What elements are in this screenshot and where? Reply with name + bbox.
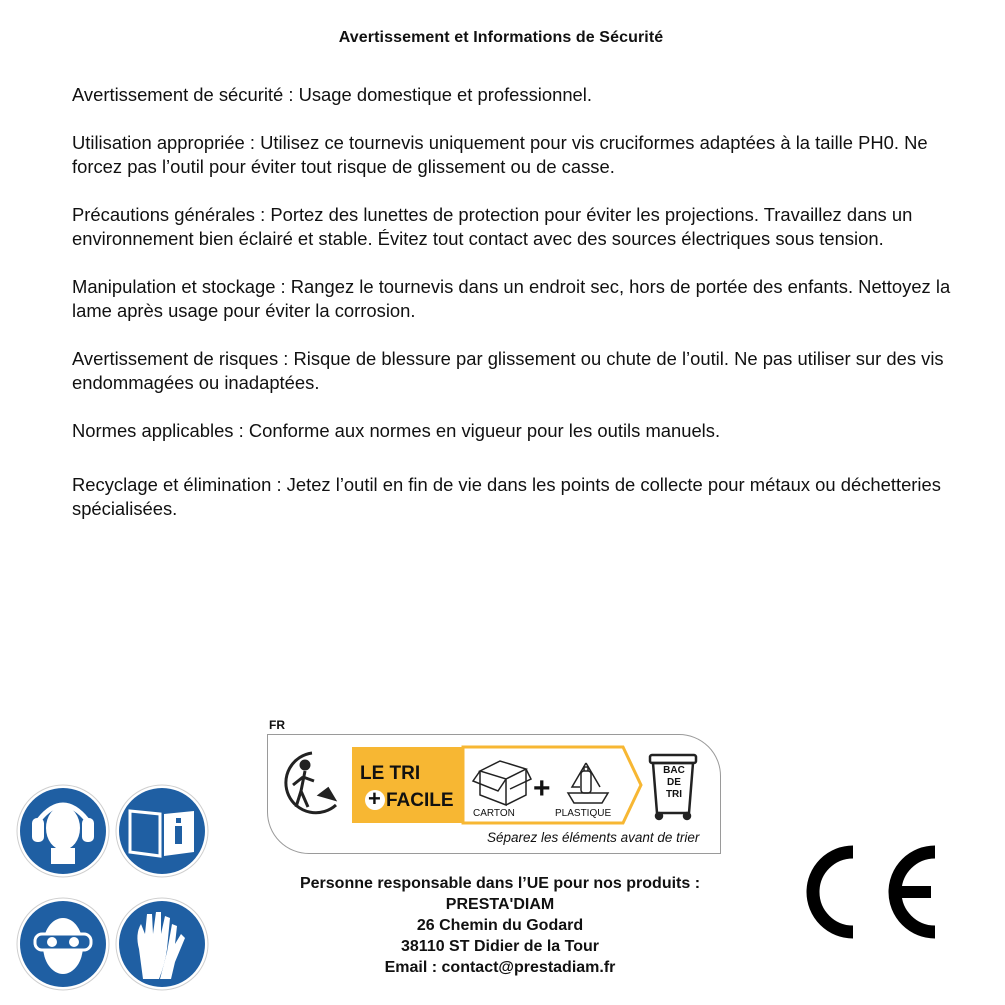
city-address: 38110 ST Didier de la Tour — [401, 938, 599, 955]
read-manual-icon — [116, 785, 208, 877]
logo-line-2: FACILE — [386, 790, 454, 811]
paragraph-precautions: Précautions générales : Portez des lunettes de protection pour éviter les projections. Travaillez dans un environnement bien éclairé et stable. Évitez tout contact avec des sources électriques sous tension. — [72, 204, 913, 249]
bin-label-line-2: DE — [667, 777, 681, 788]
company-name: PRESTA'DIAM — [445, 896, 555, 913]
gloves-icon — [116, 898, 208, 990]
email-line: Email : contact@prestadiam.fr — [384, 959, 616, 976]
bin-label-line-3: TRI — [665, 789, 683, 800]
ce-mark-icon — [795, 840, 940, 945]
eye-protection-icon — [17, 898, 109, 990]
document-title: Avertissement et Informations de Sécurité — [338, 29, 664, 46]
paragraph-handling: Manipulation et stockage : Rangez le tournevis dans un endroit sec, hors de portée des enfants. Nettoyez la lame après usage pour éviter la corrosion. — [72, 276, 951, 321]
paragraph-usage: Avertissement de sécurité : Usage domestique et professionnel. — [72, 84, 592, 105]
logo-plus: + — [368, 786, 381, 811]
instruction-text: Séparez les éléments avant de trier — [487, 830, 700, 845]
street-address: 26 Chemin du Godard — [416, 917, 584, 934]
logo-line-1: LE TRI — [360, 763, 421, 784]
plus-sign: + — [533, 772, 551, 805]
triman-recycling-label — [267, 734, 721, 854]
bin-label — [650, 765, 698, 801]
paragraph-risks: Avertissement de risques : Risque de blessure par glissement ou chute de l’outil. Ne pas utiliser sur des vis endommagées ou inadaptées. — [72, 348, 944, 393]
paragraph-appropriate-use: Utilisation appropriée : Utilisez ce tournevis uniquement pour vis cruciformes adaptées à la taille PH0. Ne forcez pas l’outil pour éviter tout risque de glissement ou de casse. — [72, 132, 928, 177]
plastique-label: PLASTIQUE — [555, 808, 612, 819]
bin-label-line-1: BAC — [663, 765, 685, 776]
triman-icon — [286, 753, 336, 813]
carton-label: CARTON — [473, 808, 515, 819]
ear-protection-icon — [17, 785, 109, 877]
safety-text — [72, 83, 972, 545]
paragraph-recycling: Recyclage et élimination : Jetez l’outil en fin de vie dans les points de collecte pour métaux ou déchetteries spécialisées. — [72, 474, 941, 519]
responsible-line: Personne responsable dans l’UE pour nos produits : — [299, 875, 701, 892]
paragraph-standards: Normes applicables : Conforme aux normes en vigueur pour les outils manuels. — [72, 420, 721, 441]
safety-pictograms — [15, 784, 210, 994]
responsible-person-block — [245, 873, 755, 978]
country-code: FR — [269, 718, 285, 732]
